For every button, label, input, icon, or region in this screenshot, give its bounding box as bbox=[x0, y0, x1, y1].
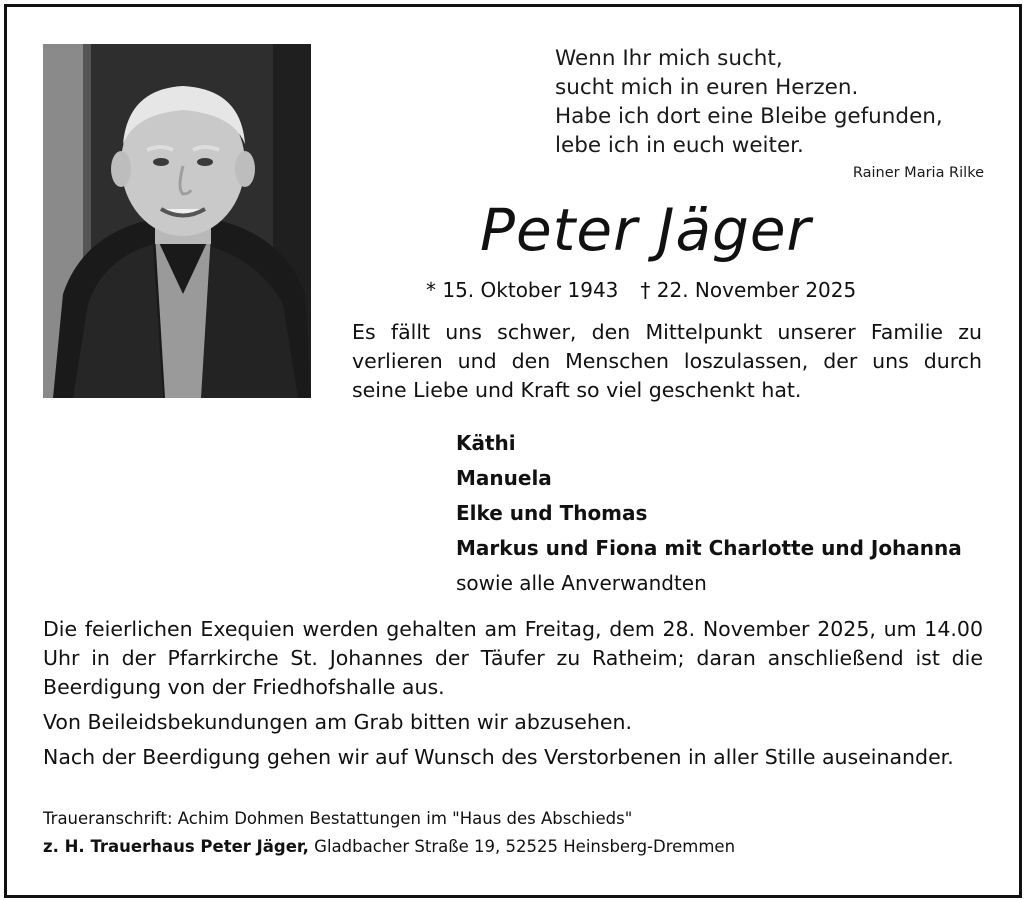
poem bbox=[555, 44, 985, 160]
deceased-name: Peter Jäger bbox=[480, 196, 812, 264]
service-details bbox=[43, 615, 983, 778]
address-line: Traueranschrift: Achim Dohmen Bestattungen im "Haus des Abschieds" bbox=[43, 809, 633, 828]
family-member: Elke und Thomas bbox=[456, 501, 648, 525]
family-member: Manuela bbox=[456, 466, 552, 490]
funeral-paragraph: Die feierlichen Exequien werden gehalten am Freitag, dem 28. November 2025, um 14.00 Uhr in der Pfarrkirche St. Johannes der Täufer zu Ratheim; daran anschließend ist die Beerdigung von der Friedhofshalle aus. bbox=[43, 617, 983, 699]
family-member: Markus und Fiona mit Charlotte und Johanna bbox=[456, 536, 962, 560]
condolence-paragraph: Von Beileidsbekundungen am Grab bitten wir abzusehen. bbox=[43, 710, 633, 734]
life-dates bbox=[426, 278, 856, 302]
address-street: Gladbacher Straße 19, 52525 Heinsberg-Dremmen bbox=[308, 837, 736, 856]
intro-text: Es fällt uns schwer, den Mittelpunkt unserer Familie zu verlieren und den Menschen loszulassen, der uns durch seine Liebe und Kraft so viel geschenkt hat. bbox=[352, 320, 982, 402]
poem-line: Wenn Ihr mich sucht, bbox=[555, 46, 783, 71]
family-member: Käthi bbox=[456, 431, 516, 455]
poem-line: sucht mich in euren Herzen. bbox=[555, 75, 859, 100]
farewell-paragraph: Nach der Beerdigung gehen wir auf Wunsch des Verstorbenen in aller Stille auseinander. bbox=[43, 745, 954, 769]
portrait-photo bbox=[43, 44, 311, 398]
poem-author: Rainer Maria Rilke bbox=[852, 165, 984, 181]
relatives-line: sowie alle Anverwandten bbox=[456, 571, 707, 595]
mourning-address bbox=[43, 805, 983, 861]
poem-line: lebe ich in euch weiter. bbox=[555, 133, 804, 158]
address-line-2 bbox=[43, 833, 983, 861]
address-recipient: z. H. Trauerhaus Peter Jäger, bbox=[43, 837, 309, 856]
portrait-illustration bbox=[43, 44, 311, 398]
birth-date: * 15. Oktober 1943 bbox=[426, 278, 619, 302]
family-list bbox=[456, 426, 996, 601]
death-date: † 22. November 2025 bbox=[640, 278, 857, 302]
poem-line: Habe ich dort eine Bleibe gefunden, bbox=[555, 104, 943, 129]
